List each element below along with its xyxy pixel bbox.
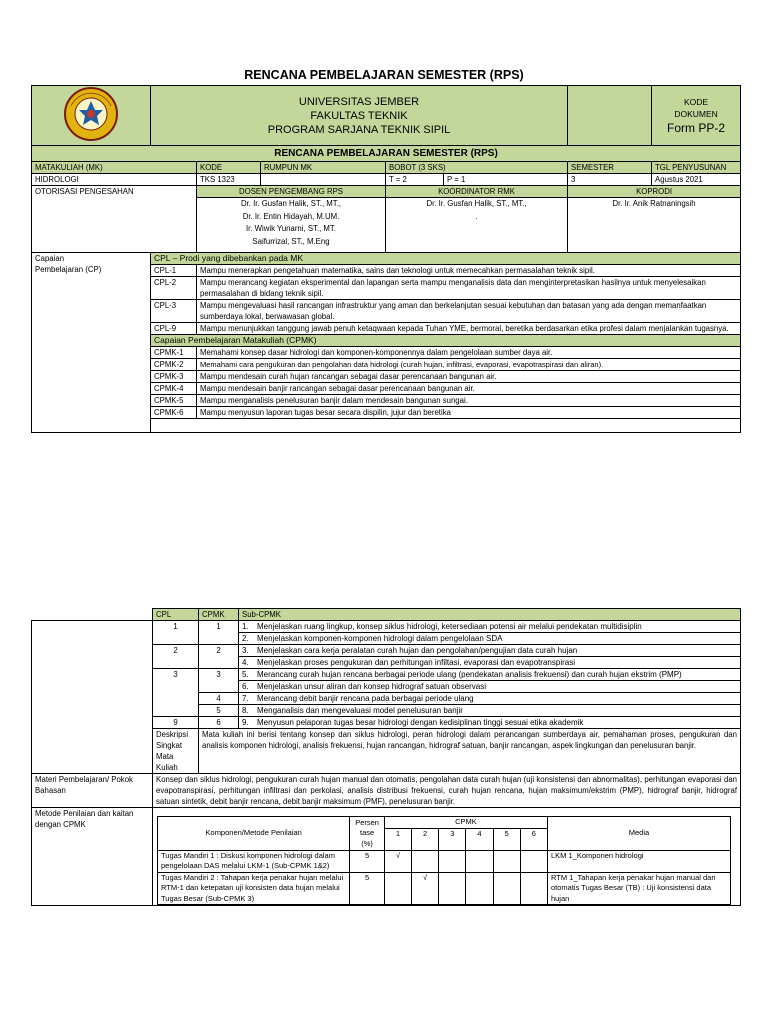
materi-label: Materi Pembelajaran/ Pokok Bahasan [32,774,153,808]
sub-cpmk-item: 8. Menganalisis dan mengevaluasi model penelusuran banjir [239,705,741,717]
persen-cell: 5 [350,850,385,872]
row-cpmk: 3 [199,669,239,693]
row-cpl: 2 [153,645,199,669]
koordinator-list: Dr. Ir. Gusfan Halik, ST., MT., . [386,198,568,253]
mark-cell [412,850,439,872]
bobot-label: BOBOT (3 SKS) [386,162,568,174]
mark-cell [493,850,520,872]
university-logo [32,86,151,146]
cpl-text: Mampu merancang kegiatan eksperimental dan lapangan serta mampu menganalisis data dan menginterpretasikan hasilnya untuk menyelesaikan permasalahan di bidang teknik sipil. [197,277,741,300]
t-value: T = 2 [386,174,444,186]
col-cpmk: CPMK [199,609,239,621]
kode-dokumen: KODE DOKUMEN Form PP-2 [652,86,741,146]
media-cell: LKM 1_Komponen hidrologi [547,850,730,872]
cpmk-col: 3 [439,828,466,850]
tgl-label: TGL PENYUSUNAN [652,162,741,174]
mark-cell: √ [384,850,411,872]
cpmk-text: Mampu menganalisis penelusuran banjir dalam mendesain bangunan sungai. [197,395,741,407]
mark-cell [439,850,466,872]
persen-cell: 5 [350,872,385,905]
penilaian-table [157,816,731,905]
kode-label: KODE [197,162,261,174]
cpmk-col: 6 [520,828,547,850]
cpl-code: CPL-2 [151,277,197,300]
sub-cpmk-item: 6. Menjelaskan unsur aliran dan konsep hidrograf satuan observasi [239,681,741,693]
semester-label: SEMESTER [568,162,652,174]
cpmk-text: Memahami cara pengukuran dan pengolahan data hidrologi (curah hujan, infiltrasi, evaporasi, evapotraspirasi dan aliran). [197,359,741,371]
rumpun-value [261,174,386,186]
komponen-cell: Tugas Mandiri 2 : Tahapan kerja penakar hujan melalui RTM-1 dan ketepatan uji konsisten data hujan melalui Tugas Besar (Sub-CPMK 3) [158,872,350,905]
mark-cell: √ [412,872,439,905]
cpmk-text: Memahami konsep dasar hidrologi dan komponen-komponennya dalam pengelolaan sumber daya air. [197,347,741,359]
dosen-label: DOSEN PENGEMBANG RPS [197,186,386,198]
cpl-text: Mampu menunjukkan tanggung jawab penuh ketaqwaan kepada Tuhan YME, bermoral, beretika berdasarkan etika profesi dalam menjalankan tugasnya. [197,323,741,335]
cpmk-code: CPMK-5 [151,395,197,407]
mark-cell [439,872,466,905]
row-cpmk: 1 [199,621,239,645]
metode-label: Metode Penilaian dan kaitan dengan CPMK [32,808,153,906]
komponen-header: Komponen/Metode Penilaian [158,817,350,851]
cpmk-code: CPMK-3 [151,371,197,383]
sub-cpmk-item: 2. Menjelaskan komponen-komponen hidrologi dalam pengelolaan SDA [239,633,741,645]
mark-cell [466,850,493,872]
row-cpmk: 6 [199,717,239,729]
semester-value: 3 [568,174,652,186]
tgl-value: Agustus 2021 [652,174,741,186]
rps-subtitle: RENCANA PEMBELAJARAN SEMESTER (RPS) [32,146,741,162]
cpmk-col: 4 [466,828,493,850]
sub-cpmk-item: 4. Menjelaskan proses pengukuran dan perhitungan infiltasi, evaporasi dan evapotranspirasi [239,657,741,669]
cpmk-text: Mampu mendesain curah hujan rancangan sebagai dasar perencanaan bangunan air. [197,371,741,383]
document-title: RENCANA PEMBELAJARAN SEMESTER (RPS) [244,68,524,82]
koordinator-label: KOORDINATOR RMK [386,186,568,198]
cpl-code: CPL-9 [151,323,197,335]
cpl-header: CPL – Prodi yang dibebankan pada MK [151,253,741,265]
col-cpl: CPL [153,609,199,621]
sub-cpmk-item: 3. Menjelaskan cara kerja peralatan curah hujan dan pengolahan/pengujian data curah hujan [239,645,741,657]
mark-cell [384,872,411,905]
cpl-text: Mampu menerapkan pengetahuan matematika, sains dan teknologi untuk memecahkan permasalahan teknik sipil. [197,265,741,277]
otorisasi-label: OTORISASI PENGESAHAN [32,186,197,253]
sub-cpmk-table [31,608,741,906]
mark-cell [520,850,547,872]
row-cpmk: 5 [199,705,239,717]
university-name: UNIVERSITAS JEMBER [298,95,420,108]
university-header [151,86,568,146]
mark-cell [520,872,547,905]
materi-text: Konsep dan siklus hidrologi, pengukuran curah hujan manual dan otomatis, pengolahan data curah hujan (uji konsistensi dan abnormalitas), perhitungan evaporasi dan evapotranspirasi, perhitungan infiltrasi dan perkolasi, analisis distribusi frekuensi, curah hujan rencana, hujan maksimum/ekstrim (PMP), hidrograf banjir, hidrograf satuan sintetik, debit banjir rencana, debit banjir maksimum (PMF), penelusuran banjir. [153,774,741,808]
p-value: P = 1 [444,174,568,186]
deskripsi-label: Deskripsi Singkat Mata Kuliah [153,729,199,774]
mk-value: HIDROLOGI [32,174,197,186]
koprodi-label: KOPRODI [568,186,741,198]
cpl-code: CPL-3 [151,300,197,323]
persen-header: Persen tase (%) [350,817,385,851]
cpmk-code: CPMK-1 [151,347,197,359]
cpmk-col: 2 [412,828,439,850]
cpmk-group-header: CPMK [384,817,547,829]
sub-cpmk-item: 5. Merancang curah hujan rencana berbagai periode ulang (pendekatan analisis frekuensi) dan curah hujan ekstrim (PMP) [239,669,741,681]
sub-cpmk-item: 7. Merancang debit banjir rencana pada berbagai periode ulang [239,693,741,705]
rps-header-table [31,85,741,433]
program-name: PROGRAM SARJANA TEKNIK SIPIL [267,123,451,136]
cpmk-code: CPMK-2 [151,359,197,371]
cpmk-code: CPMK-4 [151,383,197,395]
komponen-cell: Tugas Mandiri 1 : Diskusi komponen hidrologi dalam pengelolaan DAS melalui LKM-1 (Sub-CPMK 1&2) [158,850,350,872]
row-cpl: 3 [153,669,199,717]
sub-cpmk-item: 9. Menyusun pelaporan tugas besar hidrologi dengan kedisiplinan tinggi sesuai etika akademik [239,717,741,729]
row-cpmk: 4 [199,693,239,705]
mark-cell [466,872,493,905]
cpmk-text: Mampu mendesain banjir rancangan sebagai dasar perencanaan bangunan air. [197,383,741,395]
dosen-list: Dr. Ir. Gusfan Halik, ST., MT., Dr. Ir. Entin Hidayah, M.UM. Ir. Wiwik Yunarni, ST., MT. Saifurrizal, ST., M.Eng [197,198,386,253]
row-cpl: 9 [153,717,199,729]
cpmk-col: 1 [384,828,411,850]
cpl-text: Mampu mengevaluasi hasil rancangan infrastruktur yang aman dan berkelanjutan sesuai kebutuhan dan batasan yang ada dengan memanfaatkan sumberdaya lokal, berwawasan global. [197,300,741,323]
deskripsi-text: Mata kuliah ini berisi tentang konsep dan siklus hidrologi, peran hidrologi dalam perancangan sumberdaya air, pemahaman proses, pengukuran dan analisis komponen hidrologi, analisis frekuensi, hujan rancangan, hidrograf satuan, banjir rancangan, aspek lingkungan dan penelusuran banjir. [199,729,741,774]
cpl-code: CPL-1 [151,265,197,277]
cp-label: Capaian Pembelajaran (CP) [32,253,151,433]
kode-value: TKS 1323 [197,174,261,186]
col-sub-cpmk: Sub-CPMK [239,609,741,621]
cpmk-code: CPMK-6 [151,407,197,419]
sub-cpmk-item: 1. Menjelaskan ruang lingkup, konsep siklus hidrologi, ketersediaan potensi air melalui pendekatan multidisiplin [239,621,741,633]
cpmk-col: 5 [493,828,520,850]
row-cpl: 1 [153,621,199,645]
row-cpmk: 2 [199,645,239,669]
cpmk-text: Mampu menyusun laporan tugas besar secara dispilin, jujur dan beretika [197,407,741,419]
mk-label: MATAKULIAH (MK) [32,162,197,174]
mark-cell [493,872,520,905]
koprodi-name: Dr. Ir. Anik Ratnaningsih [568,198,741,253]
media-cell: RTM 1_Tahapan kerja penakar hujan manual dan otomatis Tugas Besar (TB) : Uji konsistensi data hujan [547,872,730,905]
form-code: Form PP-2 [667,120,726,135]
cpmk-header: Capaian Pembelajaran Matakuliah (CPMK) [151,335,741,347]
faculty-name: FAKULTAS TEKNIK [310,109,408,122]
rumpun-label: RUMPUN MK [261,162,386,174]
media-header: Media [547,817,730,851]
